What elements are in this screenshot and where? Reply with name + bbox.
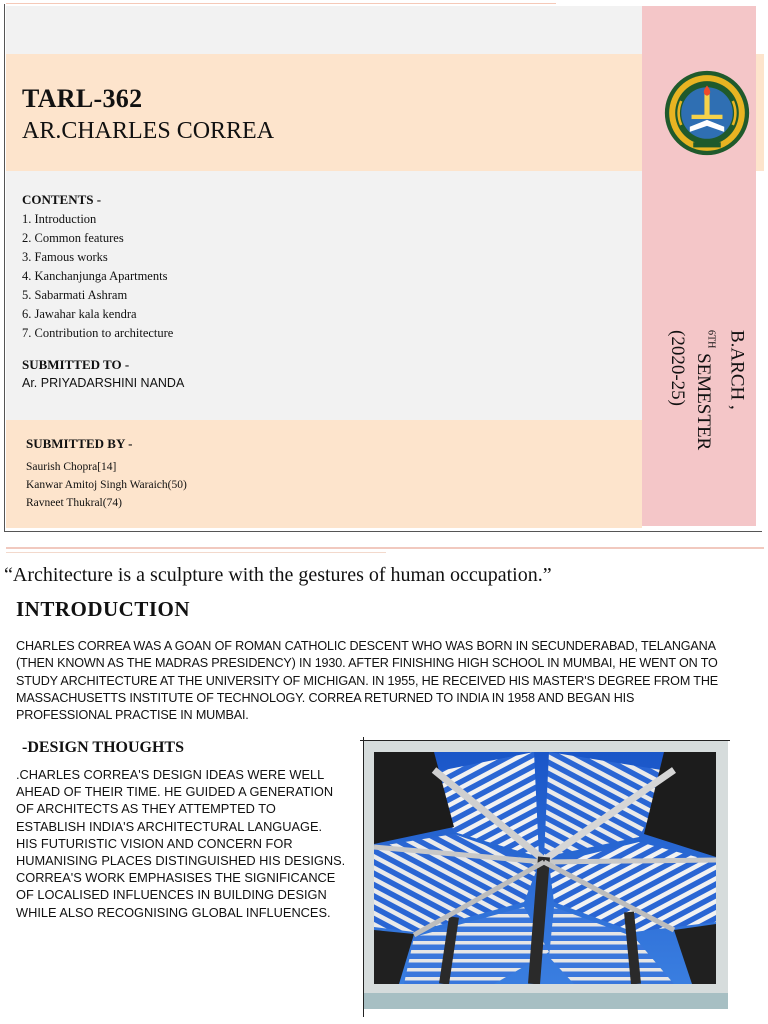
contents-item: 1. Introduction — [22, 212, 97, 226]
frame-line-horizontal — [360, 740, 730, 741]
program-vertical-text — [664, 330, 749, 450]
photo-mat-bottom — [364, 993, 728, 1009]
design-thoughts-heading: -DESIGN THOUGHTS — [22, 739, 184, 756]
student-name: Ravneet Thukral(74) — [26, 497, 122, 509]
contents-item: 4. Kanchanjunga Apartments — [22, 269, 168, 283]
program-vertical — [654, 330, 748, 510]
course-code: TARL-362 — [22, 84, 143, 113]
contents-item: 2. Common features — [22, 231, 124, 245]
contents-item: 5. Sabarmati Ashram — [22, 288, 128, 302]
submitted-by-list — [26, 458, 187, 512]
contents-item: 7. Contribution to architecture — [22, 326, 174, 340]
introduction-body: CHARLES CORREA WAS A GOAN OF ROMAN CATHOLIC DESCENT WHO WAS BORN IN SECUNDERABAD, TELANGANA (THEN KNOWN AS THE MADRAS PRESIDENCY) IN 1930. AFTER FINISHING HIGH SCHOOL IN MUMBAI, HE WENT ON TO STUDY ARCHITECTURE AT THE UNIVERSITY OF MICHIGAN. IN 1955, HE RECEIVED HIS MASTER'S DEGREE FROM THE MASSACHUSETTS INSTITUTE OF TECHNOLOGY. CORREA RETURNED TO INDIA IN 1958 AND BEGAN HIS PROFESSIONAL PRACTISE IN MUMBAI. — [16, 639, 719, 723]
frame-line-vertical — [363, 737, 364, 1017]
contents-item: 3. Famous works — [22, 250, 108, 264]
course-name: AR.CHARLES CORREA — [22, 118, 275, 144]
semester-label: $^{6TH}$ SEMESTER — [693, 330, 717, 451]
introduction-heading: INTRODUCTION — [16, 597, 191, 621]
university-crest-icon — [664, 70, 750, 156]
photo-frame — [360, 737, 730, 1017]
semester-number: 6TH — [705, 330, 717, 349]
submitted-by-heading: SUBMITTED BY - — [26, 436, 133, 451]
student-name: Saurish Chopra[14] — [26, 461, 117, 473]
submitted-to-name: Ar. PRIYADARSHINI NANDA — [22, 376, 185, 390]
contents-list — [22, 210, 173, 343]
design-thoughts-body: .CHARLES CORREA'S DESIGN IDEAS WERE WELL AHEAD OF THEIR TIME. HE GUIDED A GENERATION OF ARCHITECTS AS THEY ATTEMPTED TO ESTABLISH INDIA'S ARCHITECTURAL LANGUAGE. HIS FUTURISTIC VISION AND CONCERN FOR HUMANISING PLACES DISTINGUISHED HIS DESIGNS. CORREA'S WORK EMPHASISES THE SIGNIFICANCE OF LOCALISED INFLUENCES IN BUILDING DESIGN WHILE ALSO RECOGNISING GLOBAL INFLUENCES. — [16, 767, 346, 920]
submitted-to-heading: SUBMITTED TO - — [22, 357, 130, 372]
contents-item: 6. Jawahar kala kendra — [22, 307, 137, 321]
years-label: (2020-25) — [667, 330, 688, 406]
student-name: Kanwar Amitoj Singh Waraich(50) — [26, 479, 187, 491]
quote: “Architecture is a sculpture with the gestures of human occupation.” — [4, 564, 552, 586]
contents-heading: CONTENTS - — [22, 192, 102, 207]
program-label: B.ARCH , — [726, 330, 748, 410]
page-separator-thin — [6, 552, 386, 553]
page-separator — [6, 547, 764, 549]
pergola-photo — [374, 752, 716, 984]
